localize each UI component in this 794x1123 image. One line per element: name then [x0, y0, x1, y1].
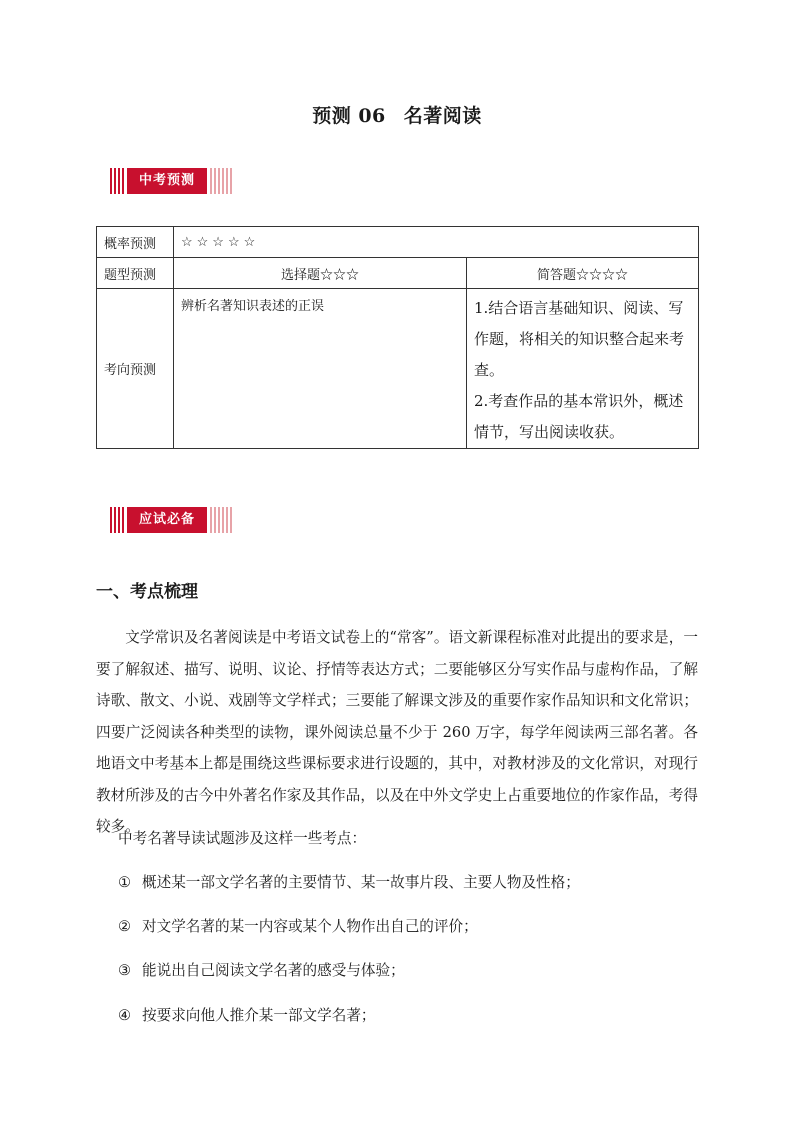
short-answer-header: 简答题☆☆☆☆: [467, 258, 699, 289]
table-row: [97, 227, 699, 258]
item-number: ④: [118, 1007, 132, 1024]
probability-stars: [174, 227, 699, 258]
forecast-banner: [110, 168, 232, 194]
list-item: [118, 873, 580, 893]
direction-label: 考向预测: [97, 289, 174, 449]
table-row: [97, 289, 699, 449]
item-text: 能说出自己阅读文学名著的感受与体验；: [142, 962, 405, 979]
item-text: 按要求向他人推介某一部文学名著；: [142, 1007, 376, 1024]
list-item: [118, 961, 405, 981]
list-item: [118, 917, 478, 937]
item-text: 概述某一部文学名著的主要情节、某一故事片段、主要人物及性格；: [142, 874, 580, 891]
forecast-table: [96, 226, 699, 449]
body-paragraph: [96, 622, 698, 843]
banner-stripes-right: [210, 168, 232, 194]
probability-label: 概率预测: [97, 227, 174, 258]
direction-point-2: 2.考查作品的基本常识外，概述情节，写出阅读收获。: [474, 392, 684, 441]
intro-line: 中考名著导读试题涉及这样一些考点：: [118, 830, 367, 847]
direction-point-1: 1.结合语言基础知识、阅读、写作题，将相关的知识整合起来考查。: [474, 299, 685, 379]
choice-question-header: 选择题☆☆☆: [174, 258, 467, 289]
list-item: [118, 1006, 376, 1026]
question-type-label: 题型预测: [97, 258, 174, 289]
banner-stripes-left: [110, 168, 124, 194]
section-heading: 一、考点梳理: [96, 582, 198, 602]
title-number: 预测 06: [312, 105, 386, 127]
choice-question-direction: 辨析名著知识表述的正误: [174, 289, 467, 449]
banner-stripes-left: [110, 507, 124, 533]
item-number: ②: [118, 918, 132, 935]
banner-stripes-right: [210, 507, 232, 533]
prepare-banner: [110, 507, 232, 533]
item-number: ①: [118, 874, 132, 891]
item-text: 对文学名著的某一内容或某个人物作出自己的评价；: [142, 918, 478, 935]
prepare-banner-label: 应试必备: [127, 507, 207, 533]
star-rating: ☆☆☆☆☆: [181, 234, 260, 250]
short-answer-direction: [467, 289, 699, 449]
forecast-banner-label: 中考预测: [127, 168, 207, 194]
page-title: [0, 101, 794, 128]
paragraph-text: 文学常识及名著阅读是中考语文试卷上的“常客”。语文新课程标准对此提出的要求是，一要了解叙述、描写、说明、议论、抒情等表达方式；二要能够区分写实作品与虚构作品，了解诗歌、散文、小说、戏剧等文学样式；三要能了解课文涉及的重要作家作品知识和文化常识；四要广泛阅读各种类型的读物，课外阅读总量不少于 260 万字，每学年阅读两三部名著。各地语文中考基本上都是围绕这些课标要求进行设题的，其中，对教材涉及的文化常识，对现行教材所涉及的古今中外著名作家及其作品，以及在中外文学史上占重要地位的作家作品，考得较多。: [96, 629, 698, 835]
title-text: 名著阅读: [403, 105, 482, 127]
table-row: [97, 258, 699, 289]
item-number: ③: [118, 962, 132, 979]
